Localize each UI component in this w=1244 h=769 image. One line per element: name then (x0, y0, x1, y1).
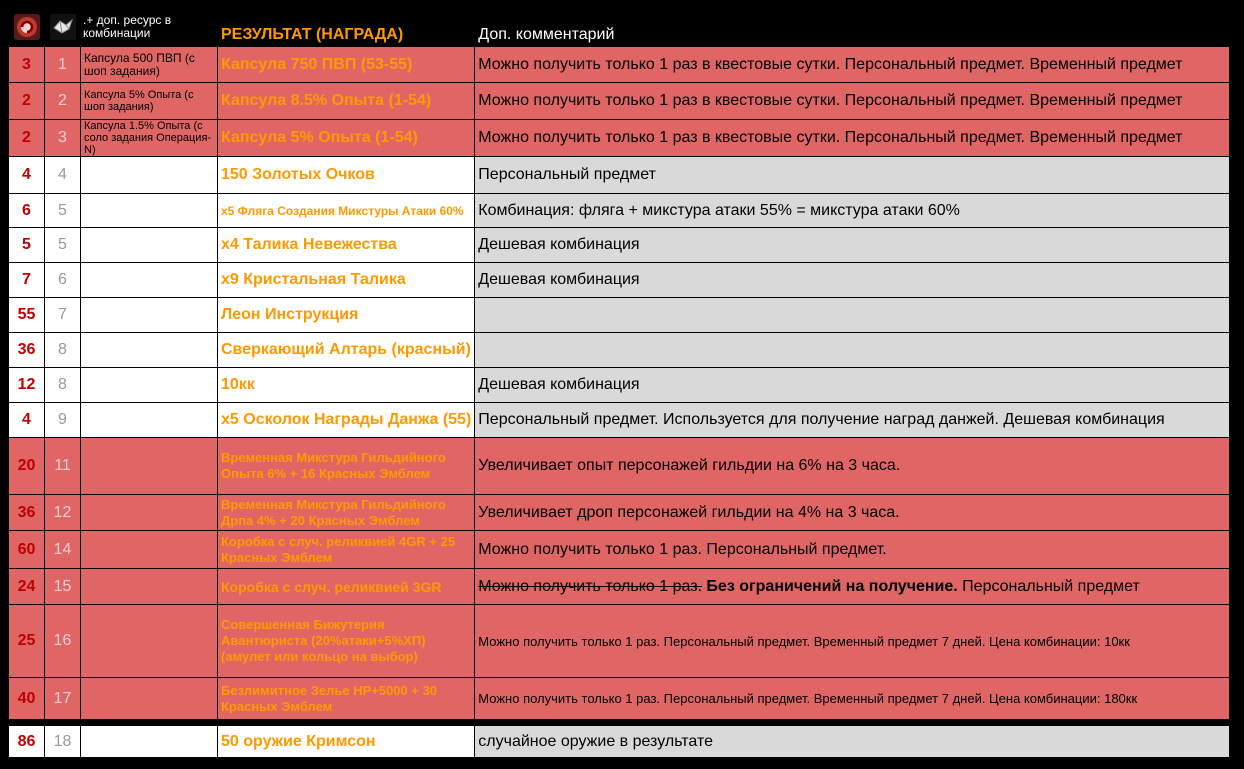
count-cell: 3 (9, 47, 45, 83)
row-number-cell: 11 (45, 438, 81, 495)
row-number-cell: 6 (45, 263, 81, 298)
table-row (9, 605, 1230, 678)
table-row (9, 157, 1230, 194)
result-cell: Леон Инструкция (218, 298, 475, 333)
comment-cell: случайное оружие в результате (475, 726, 1230, 758)
resource-cell (81, 569, 218, 605)
comment-cell (475, 333, 1230, 368)
result-cell: Капсула 8.5% Опыта (1-54) (218, 83, 475, 120)
header-result-title: РЕЗУЛЬТАТ (НАГРАДА) (218, 12, 475, 47)
row-number-cell: 2 (45, 83, 81, 120)
resource-cell (81, 333, 218, 368)
table-row (9, 83, 1230, 120)
table-row (9, 228, 1230, 263)
comment-cell: Увеличивает опыт персонажей гильдии на 6% на 3 часа. (475, 438, 1230, 495)
row-number-cell: 15 (45, 569, 81, 605)
resource-cell (81, 495, 218, 531)
result-cell: Коробка с случ. реликвией 4GR + 25 Красных Эмблем (218, 531, 475, 569)
row-number-cell: 16 (45, 605, 81, 678)
header-resource-note: .+ доп. ресурс в комбинации (81, 12, 218, 47)
talic-shard-icon (49, 13, 77, 41)
resource-cell (81, 403, 218, 438)
resource-cell (81, 605, 218, 678)
table-row (9, 495, 1230, 531)
comment-cell: Персональный предмет. Используется для получение наград данжей. Дешевая комбинация (475, 403, 1230, 438)
count-cell: 60 (9, 531, 45, 569)
comment-bold-text: Без ограничений на получение. (701, 577, 958, 595)
row-number-cell: 12 (45, 495, 81, 531)
table-row (9, 298, 1230, 333)
result-cell: Временная Микстура Гильдийного Опыта 6% + 16 Красных Эмблем (218, 438, 475, 495)
comment-rest-text: Персональный предмет (957, 577, 1140, 595)
resource-cell (81, 438, 218, 495)
header-row (9, 12, 1230, 47)
table-row (9, 569, 1230, 605)
count-cell: 5 (9, 228, 45, 263)
resource-cell (81, 263, 218, 298)
result-cell: Коробка с случ. реликвией 3GR (218, 569, 475, 605)
result-cell: x4 Талика Невежества (218, 228, 475, 263)
resource-cell (81, 298, 218, 333)
row-number-cell: 9 (45, 403, 81, 438)
comment-struck-text: Можно получить только 1 раз. (478, 577, 702, 595)
result-cell: Безлимитное Зелье HP+5000 + 30 Красных Эмблем (218, 678, 475, 720)
resource-cell: Капсула 500 ПВП (с шоп задания) (81, 47, 218, 83)
comment-cell: Увеличивает дроп персонажей гильдии на 4% на 3 часа. (475, 495, 1230, 531)
table-row (9, 194, 1230, 228)
count-cell: 12 (9, 368, 45, 403)
result-cell: Временная Микстура Гильдийного Дрпа 4% + 20 Красных Эмблем (218, 495, 475, 531)
count-cell: 4 (9, 157, 45, 194)
resource-cell (81, 368, 218, 403)
result-cell: 150 Золотых Очков (218, 157, 475, 194)
count-cell: 24 (9, 569, 45, 605)
row-number-cell: 8 (45, 333, 81, 368)
comment-cell: Можно получить только 1 раз в квестовые сутки. Персональный предмет. Временный предмет (475, 83, 1230, 120)
table-row (9, 726, 1230, 758)
count-cell: 86 (9, 726, 45, 758)
count-cell: 6 (9, 194, 45, 228)
result-cell: Капсула 5% Опыта (1-54) (218, 120, 475, 157)
row-number-cell: 7 (45, 298, 81, 333)
table-row (9, 120, 1230, 157)
count-cell: 40 (9, 678, 45, 720)
count-cell: 36 (9, 495, 45, 531)
result-cell: Сверкающий Алтарь (красный) (218, 333, 475, 368)
row-number-cell: 18 (45, 726, 81, 758)
result-cell: x9 Кристальная Талика (218, 263, 475, 298)
count-cell: 2 (9, 120, 45, 157)
row-number-cell: 5 (45, 194, 81, 228)
resource-cell: Капсула 1.5% Опыта (с соло задания Операция-N) (81, 120, 218, 157)
count-cell: 7 (9, 263, 45, 298)
comment-cell: Можно получить только 1 раз. Персональный предмет. (475, 531, 1230, 569)
crimson-emblem-icon (13, 13, 41, 41)
row-number-cell: 17 (45, 678, 81, 720)
comment-cell: Персональный предмет (475, 157, 1230, 194)
resource-cell (81, 157, 218, 194)
result-cell: 10кк (218, 368, 475, 403)
comment-cell: Можно получить только 1 раз. Персональный предмет. Временный предмет 7 дней. Цена комбинации: 10кк (475, 605, 1230, 678)
row-number-cell: 8 (45, 368, 81, 403)
table-row (9, 531, 1230, 569)
count-cell: 4 (9, 403, 45, 438)
row-number-cell: 3 (45, 120, 81, 157)
result-cell: Капсула 750 ПВП (53-55) (218, 47, 475, 83)
table-row (9, 47, 1230, 83)
header-resource-cell (45, 12, 81, 47)
header-comment-title: Доп. комментарий (475, 12, 1230, 47)
comment-cell: Можно получить только 1 раз в квестовые сутки. Персональный предмет. Временный предмет (475, 120, 1230, 157)
combination-table (8, 11, 1230, 758)
count-cell: 55 (9, 298, 45, 333)
comment-cell: Комбинация: фляга + микстура атаки 55% = микстура атаки 60% (475, 194, 1230, 228)
resource-cell (81, 531, 218, 569)
count-cell: 36 (9, 333, 45, 368)
row-number-cell: 1 (45, 47, 81, 83)
count-cell: 25 (9, 605, 45, 678)
resource-cell (81, 194, 218, 228)
table-row (9, 333, 1230, 368)
row-number-cell: 14 (45, 531, 81, 569)
resource-cell (81, 726, 218, 758)
table-row (9, 438, 1230, 495)
table-row (9, 403, 1230, 438)
comment-cell (475, 298, 1230, 333)
count-cell: 20 (9, 438, 45, 495)
comment-cell: Можно получить только 1 раз в квестовые сутки. Персональный предмет. Временный предмет (475, 47, 1230, 83)
comment-cell: Дешевая комбинация (475, 263, 1230, 298)
resource-cell (81, 228, 218, 263)
result-cell: x5 Осколок Награды Данжа (55) (218, 403, 475, 438)
count-cell: 2 (9, 83, 45, 120)
result-cell: 50 оружие Кримсон (218, 726, 475, 758)
comment-cell: Дешевая комбинация (475, 228, 1230, 263)
table-row (9, 263, 1230, 298)
header-count-cell (9, 12, 45, 47)
comment-cell (475, 569, 1230, 605)
table-row (9, 678, 1230, 720)
comment-cell: Можно получить только 1 раз. Персональный предмет. Временный предмет 7 дней. Цена комбинации: 180кк (475, 678, 1230, 720)
row-number-cell: 4 (45, 157, 81, 194)
comment-cell: Дешевая комбинация (475, 368, 1230, 403)
result-cell: x5 Фляга Создания Микстуры Атаки 60% (218, 194, 475, 228)
resource-cell (81, 678, 218, 720)
table-row (9, 368, 1230, 403)
result-cell: Совершенная Бижутерия Авантюриста (20%атаки+5%ХП)(амулет или кольцо на выбор) (218, 605, 475, 678)
row-number-cell: 5 (45, 228, 81, 263)
resource-cell: Капсула 5% Опыта (с шоп задания) (81, 83, 218, 120)
